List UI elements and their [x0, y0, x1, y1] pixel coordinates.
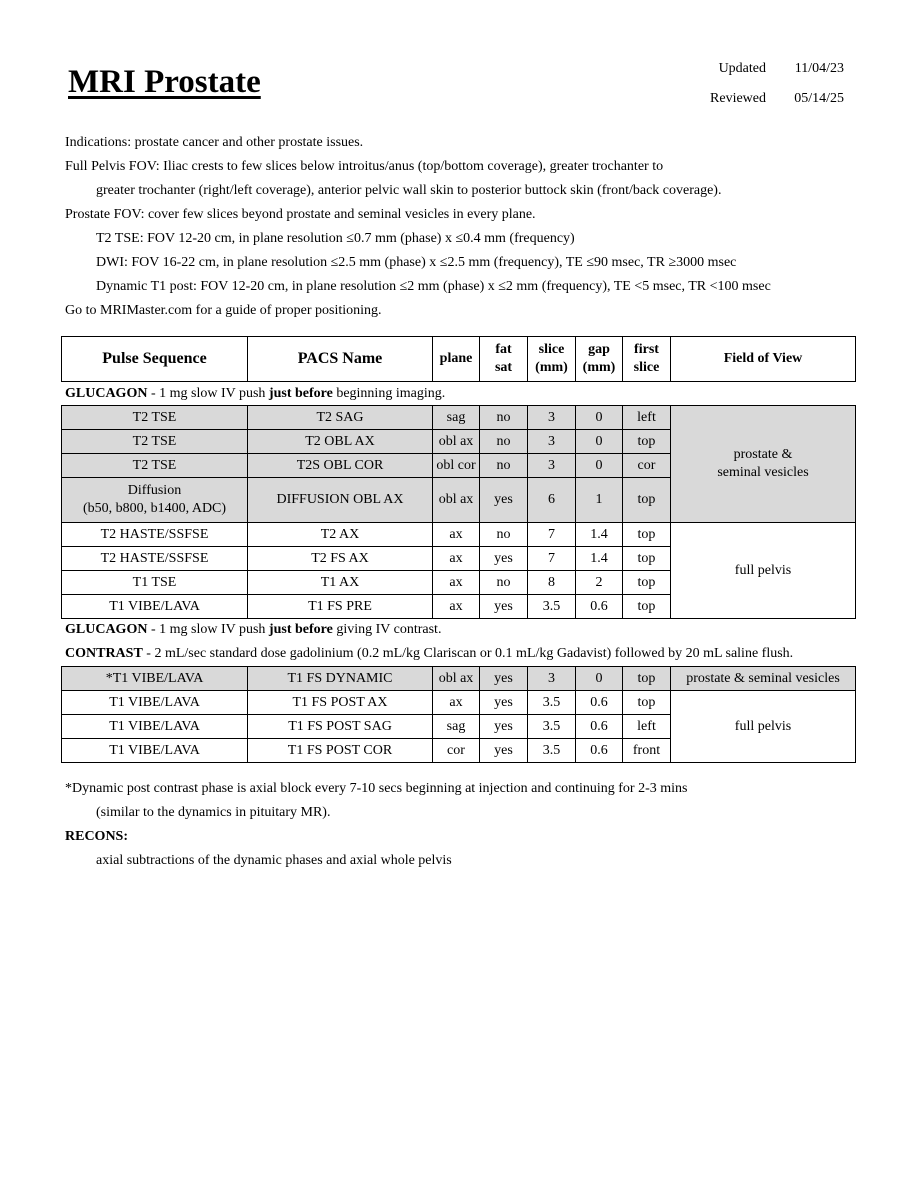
slice-cell: 3.5: [528, 715, 576, 739]
first-slice-cell: left: [623, 406, 671, 430]
pre-contrast-table: [61, 405, 856, 619]
header-pulse-sequence: Pulse Sequence: [62, 337, 248, 382]
first-slice-cell: top: [623, 547, 671, 571]
gap-cell: 0: [576, 454, 623, 478]
header-fat-line2: sat: [494, 360, 513, 375]
header-fat-sat: [480, 337, 528, 382]
gap-cell: 0: [576, 406, 623, 430]
pacs-name-cell: T1 FS POST AX: [248, 691, 433, 715]
glucagon-emph-2: just before: [268, 622, 333, 637]
pulse-sequence-cell: T2 TSE: [62, 406, 248, 430]
table-row: [62, 406, 856, 430]
glucagon-emph-1: just before: [268, 386, 333, 401]
page-title: MRI Prostate: [68, 64, 261, 100]
first-slice-cell: top: [623, 667, 671, 691]
intro-line: DWI: FOV 16-22 cm, in plane resolution ≤2.5 mm (phase) x ≤2.5 mm (frequency), TE ≤90 msec, TR ≥3000 msec: [96, 255, 737, 270]
glucagon-text-1a: - 1 mg slow IV push: [147, 386, 269, 401]
first-slice-cell: front: [623, 739, 671, 763]
pacs-name-cell: DIFFUSION OBL AX: [248, 478, 433, 523]
pulse-sequence-cell: [62, 478, 248, 523]
first-slice-cell: cor: [623, 454, 671, 478]
updated-value: 11/04/23: [794, 61, 844, 76]
glucagon-text-2b: giving IV contrast.: [332, 622, 442, 637]
slice-cell: 3.5: [528, 691, 576, 715]
pacs-name-cell: T1 FS DYNAMIC: [248, 667, 433, 691]
plane-cell: obl ax: [433, 478, 480, 523]
plane-cell: ax: [433, 595, 480, 619]
first-slice-cell: top: [623, 595, 671, 619]
field-of-view-line2: seminal vesicles: [717, 465, 809, 480]
fat-sat-cell: yes: [480, 547, 528, 571]
pulse-sequence-cell: T2 HASTE/SSFSE: [62, 547, 248, 571]
slice-cell: 7: [528, 523, 576, 547]
header-gap-line2: (mm): [582, 360, 616, 375]
slice-cell: 7: [528, 547, 576, 571]
field-of-view-cell: [671, 406, 856, 523]
plane-cell: ax: [433, 523, 480, 547]
recons-heading: RECONS:: [65, 829, 129, 844]
fat-sat-cell: no: [480, 523, 528, 547]
slice-cell: 3: [528, 430, 576, 454]
intro-notes: [65, 131, 865, 323]
intro-line: Go to MRIMaster.com for a guide of proper positioning.: [65, 303, 382, 318]
pacs-name-cell: T1 FS POST COR: [248, 739, 433, 763]
revision-dates: [660, 58, 844, 118]
first-slice-cell: top: [623, 478, 671, 523]
table-row: [62, 691, 856, 715]
fat-sat-cell: yes: [480, 739, 528, 763]
intro-line: Full Pelvis FOV: Iliac crests to few slices below introitus/anus (top/bottom coverage), greater trochanter to: [65, 159, 664, 174]
field-of-view-cell: full pelvis: [671, 523, 856, 619]
plane-cell: ax: [433, 547, 480, 571]
fat-sat-cell: no: [480, 571, 528, 595]
field-of-view-cell: full pelvis: [671, 691, 856, 763]
table-row: [62, 667, 856, 691]
header-gap: [576, 337, 623, 382]
plane-cell: ax: [433, 571, 480, 595]
fat-sat-cell: yes: [480, 715, 528, 739]
pacs-name-cell: T2 FS AX: [248, 547, 433, 571]
slice-cell: 8: [528, 571, 576, 595]
fat-sat-cell: no: [480, 454, 528, 478]
pulse-sequence-cell: T1 VIBE/LAVA: [62, 739, 248, 763]
fat-sat-cell: yes: [480, 691, 528, 715]
header-slice-line1: slice: [538, 342, 565, 357]
fat-sat-cell: yes: [480, 595, 528, 619]
glucagon-note-2: [65, 618, 441, 642]
field-of-view-line1: prostate &: [733, 447, 793, 462]
gap-cell: 0: [576, 430, 623, 454]
fat-sat-cell: no: [480, 430, 528, 454]
pacs-name-cell: T2 OBL AX: [248, 430, 433, 454]
slice-cell: 3: [528, 454, 576, 478]
plane-cell: sag: [433, 406, 480, 430]
slice-cell: 3: [528, 667, 576, 691]
pulse-sequence-cell: T1 TSE: [62, 571, 248, 595]
contrast-text: - 2 mL/sec standard dose gadolinium (0.2 mL/kg Clariscan or 0.1 mL/kg Gadavist) followed by 20 mL saline flush.: [142, 646, 794, 661]
first-slice-cell: top: [623, 430, 671, 454]
header-field-of-view: Field of View: [671, 337, 856, 382]
fat-sat-cell: no: [480, 406, 528, 430]
reviewed-value: 05/14/25: [794, 91, 844, 106]
header-pacs-name: PACS Name: [248, 337, 433, 382]
pacs-name-cell: T1 FS POST SAG: [248, 715, 433, 739]
gap-cell: 0.6: [576, 691, 623, 715]
first-slice-cell: left: [623, 715, 671, 739]
diffusion-line2: (b50, b800, b1400, ADC): [82, 501, 227, 516]
intro-line: Prostate FOV: cover few slices beyond prostate and seminal vesicles in every plane.: [65, 207, 536, 222]
header-first-line2: slice: [633, 360, 660, 375]
slice-cell: 3.5: [528, 739, 576, 763]
header-first-slice: [623, 337, 671, 382]
gap-cell: 1.4: [576, 547, 623, 571]
contrast-note: [65, 642, 793, 666]
header-slice: [528, 337, 576, 382]
plane-cell: ax: [433, 691, 480, 715]
plane-cell: obl cor: [433, 454, 480, 478]
header-first-line1: first: [634, 342, 659, 357]
pulse-sequence-cell: T1 VIBE/LAVA: [62, 595, 248, 619]
contrast-label: CONTRAST: [65, 646, 143, 661]
first-slice-cell: top: [623, 571, 671, 595]
gap-cell: 2: [576, 571, 623, 595]
glucagon-note-1: [65, 382, 445, 406]
updated-row: [660, 58, 844, 88]
slice-cell: 6: [528, 478, 576, 523]
pulse-sequence-cell: T2 HASTE/SSFSE: [62, 523, 248, 547]
pulse-sequence-cell: *T1 VIBE/LAVA: [62, 667, 248, 691]
gap-cell: 0: [576, 667, 623, 691]
footer-line: (similar to the dynamics in pituitary MR).: [96, 805, 331, 820]
intro-line: greater trochanter (right/left coverage), anterior pelvic wall skin to posterior buttock skin (front/back coverage).: [96, 183, 722, 198]
pacs-name-cell: T2 SAG: [248, 406, 433, 430]
pacs-name-cell: T1 AX: [248, 571, 433, 595]
gap-cell: 0.6: [576, 715, 623, 739]
plane-cell: sag: [433, 715, 480, 739]
reviewed-row: [660, 88, 844, 118]
pulse-sequence-cell: T1 VIBE/LAVA: [62, 715, 248, 739]
updated-label: Updated: [718, 61, 766, 76]
footer-notes: [65, 777, 687, 873]
table-row: [62, 523, 856, 547]
header-fat-line1: fat: [495, 342, 512, 357]
slice-cell: 3.5: [528, 595, 576, 619]
first-slice-cell: top: [623, 691, 671, 715]
header-plane: plane: [433, 337, 480, 382]
fat-sat-cell: yes: [480, 478, 528, 523]
footer-line: axial subtractions of the dynamic phases and axial whole pelvis: [96, 853, 452, 868]
pulse-sequence-cell: T2 TSE: [62, 454, 248, 478]
glucagon-text-1b: beginning imaging.: [332, 386, 446, 401]
pacs-name-cell: T1 FS PRE: [248, 595, 433, 619]
intro-line: Indications: prostate cancer and other prostate issues.: [65, 135, 364, 150]
footer-line: *Dynamic post contrast phase is axial block every 7-10 secs beginning at injection and continuing for 2-3 mins: [65, 781, 688, 796]
pulse-sequence-cell: T2 TSE: [62, 430, 248, 454]
gap-cell: 0.6: [576, 739, 623, 763]
gap-cell: 1.4: [576, 523, 623, 547]
glucagon-label-1: GLUCAGON: [65, 386, 148, 401]
pacs-name-cell: T2S OBL COR: [248, 454, 433, 478]
reviewed-label: Reviewed: [710, 91, 766, 106]
glucagon-label-2: GLUCAGON: [65, 622, 148, 637]
pacs-name-cell: T2 AX: [248, 523, 433, 547]
plane-cell: obl ax: [433, 667, 480, 691]
plane-cell: obl ax: [433, 430, 480, 454]
first-slice-cell: top: [623, 523, 671, 547]
slice-cell: 3: [528, 406, 576, 430]
gap-cell: 1: [576, 478, 623, 523]
intro-line: T2 TSE: FOV 12-20 cm, in plane resolution ≤0.7 mm (phase) x ≤0.4 mm (frequency): [96, 231, 575, 246]
gap-cell: 0.6: [576, 595, 623, 619]
fat-sat-cell: yes: [480, 667, 528, 691]
plane-cell: cor: [433, 739, 480, 763]
header-gap-line1: gap: [588, 342, 610, 357]
pulse-sequence-cell: T1 VIBE/LAVA: [62, 691, 248, 715]
intro-line: Dynamic T1 post: FOV 12-20 cm, in plane resolution ≤2 mm (phase) x ≤2 mm (frequency), TE <5 msec, TR <100 msec: [96, 279, 771, 294]
diffusion-line1: Diffusion: [127, 483, 182, 498]
header-slice-line2: (mm): [535, 360, 568, 375]
field-of-view-cell: prostate & seminal vesicles: [671, 667, 856, 691]
glucagon-text-2a: - 1 mg slow IV push: [147, 622, 269, 637]
post-contrast-table: [61, 666, 856, 763]
protocol-header-table: [61, 336, 856, 382]
